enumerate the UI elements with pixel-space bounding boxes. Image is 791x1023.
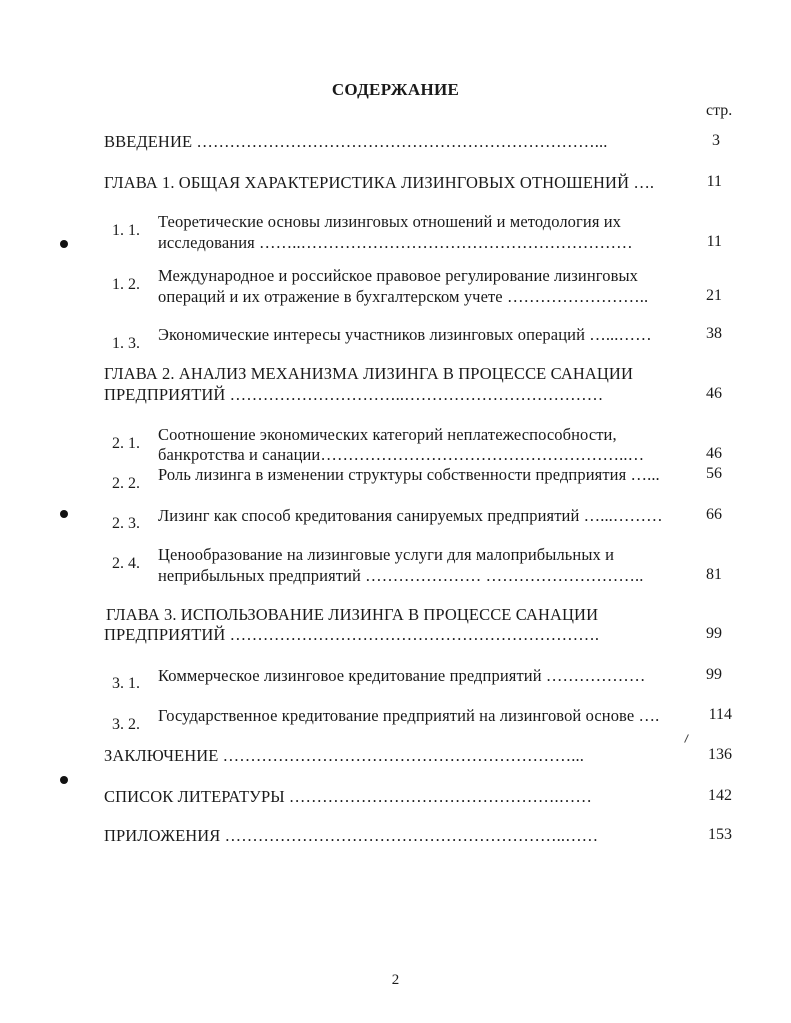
toc-page: 38 xyxy=(706,325,722,342)
toc-number: 1. 3. xyxy=(112,335,140,352)
toc-number: 2. 3. xyxy=(112,515,140,532)
toc-page: 46 xyxy=(706,385,722,402)
toc-text: Экономические интересы участников лизинговых операций …...…… xyxy=(158,325,652,344)
page-column-label: стр. xyxy=(706,102,733,119)
toc-page: 11 xyxy=(706,173,722,190)
toc-text: Лизинг как способ кредитования санируемых предприятий …...……… xyxy=(158,506,663,525)
toc-page: 114 xyxy=(708,706,732,723)
toc-text-line-2: операций и их отражение в бухгалтерском учете …………………….. xyxy=(158,287,649,306)
toc-text-line-2: банкротства и санации………………………………………………..… xyxy=(158,445,645,464)
page-number: 2 xyxy=(391,972,400,988)
toc-number: 3. 2. xyxy=(112,716,140,733)
toc-page: 99 xyxy=(706,625,722,642)
toc-number: 3. 1. xyxy=(112,675,140,692)
page-title: СОДЕРЖАНИЕ xyxy=(331,80,460,99)
toc-number: 1. 1. xyxy=(112,222,140,239)
toc-page: 142 xyxy=(708,787,732,804)
toc-text: Роль лизинга в изменении структуры собственности предприятия …... xyxy=(158,465,660,484)
toc-text: Коммерческое лизинговое кредитование предприятий ……………… xyxy=(158,666,646,685)
toc-text-line-2: ПРЕДПРИЯТИЙ …………………………………………………………. xyxy=(104,625,600,644)
toc-page: 11 xyxy=(706,233,722,250)
toc-text-line-2: неприбыльных предприятий ………………… ……………………….. xyxy=(158,566,644,585)
toc-text: Государственное кредитование предприятий на лизинговой основе …. xyxy=(158,706,660,725)
scan-artifact-mark xyxy=(684,734,689,743)
toc-page: 66 xyxy=(706,506,722,523)
toc-text-line-1: ГЛАВА 2. АНАЛИЗ МЕХАНИЗМА ЛИЗИНГА В ПРОЦЕССЕ САНАЦИИ xyxy=(104,364,633,383)
toc-page: 56 xyxy=(706,465,722,482)
toc-page: 21 xyxy=(706,287,722,304)
binder-hole-mark xyxy=(60,240,68,248)
binder-hole-mark xyxy=(60,776,68,784)
toc-number: 1. 2. xyxy=(112,276,140,293)
toc-page: 46 xyxy=(706,445,722,462)
toc-number: 2. 4. xyxy=(112,555,140,572)
toc-page: 136 xyxy=(708,746,732,763)
toc-text: ГЛАВА 1. ОБЩАЯ ХАРАКТЕРИСТИКА ЛИЗИНГОВЫХ ОТНОШЕНИЙ …. xyxy=(104,173,655,192)
toc-text-line-1: ГЛАВА 3. ИСПОЛЬЗОВАНИЕ ЛИЗИНГА В ПРОЦЕССЕ САНАЦИИ xyxy=(106,605,599,624)
toc-text-line-1: Теоретические основы лизинговых отношений и методология их xyxy=(158,212,622,231)
toc-page: 81 xyxy=(706,566,722,583)
toc-text: ВВЕДЕНИЕ ………………………………………………………………... xyxy=(104,132,608,151)
toc-text: СПИСОК ЛИТЕРАТУРЫ ………………………………………….…… xyxy=(104,787,592,806)
toc-text-line-2: исследования ……..…………………………………………………… xyxy=(158,233,633,252)
toc-text-line-1: Международное и российское правовое регулирование лизинговых xyxy=(158,266,639,285)
toc-number: 2. 1. xyxy=(112,435,140,452)
toc-text: ЗАКЛЮЧЕНИЕ ………………………………………………………... xyxy=(104,746,584,765)
toc-page: 3 xyxy=(712,132,720,149)
binder-hole-mark xyxy=(60,510,68,518)
toc-text-line-1: Соотношение экономических категорий неплатежеспособности, xyxy=(158,425,617,444)
toc-text-line-1: Ценообразование на лизинговые услуги для малоприбыльных и xyxy=(158,545,615,564)
toc-text-line-2: ПРЕДПРИЯТИЙ …………………………..……………………………… xyxy=(104,385,604,404)
toc-page: 153 xyxy=(708,826,732,843)
toc-number: 2. 2. xyxy=(112,475,140,492)
toc-page: 99 xyxy=(706,666,722,683)
toc-text: ПРИЛОЖЕНИЯ ……………………………………………………..…… xyxy=(104,826,599,845)
